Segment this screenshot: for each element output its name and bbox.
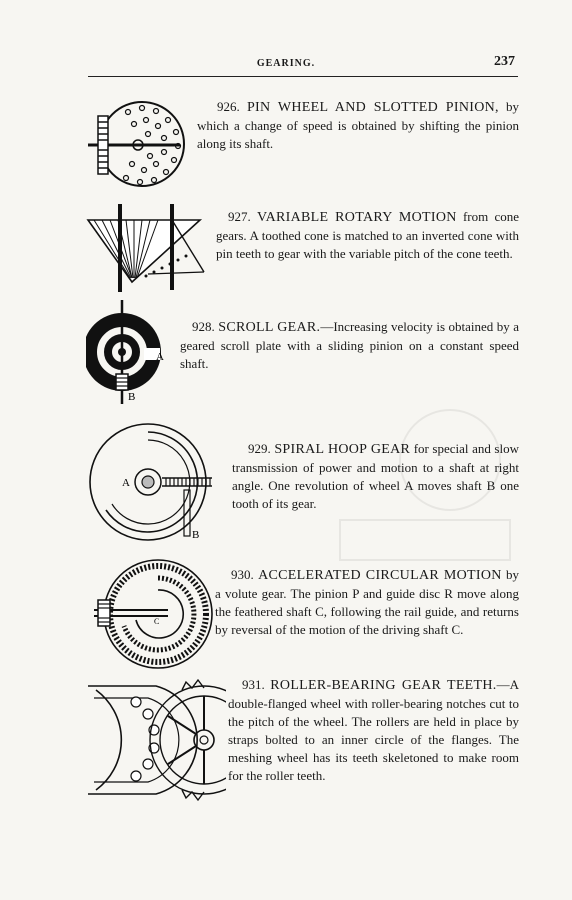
fig928-label-b: B [128, 391, 136, 403]
entry-929-title: SPIRAL HOOP GEAR [274, 442, 411, 457]
figure-929-spiral-hoop-gear [88, 418, 218, 544]
page-number: 237 [494, 54, 515, 69]
figure-927-cone-gears [84, 202, 212, 292]
running-header: GEARING. [256, 58, 316, 69]
entry-928 [180, 318, 519, 373]
entry-930-body: by a volute gear. The pinion P and guide disc R move along the feathered shaft C, following the rail guide, and returns by reversal of the motion of the driving shaft C. [215, 567, 519, 637]
entry-926 [197, 98, 519, 153]
entry-931-body: —A double-flanged wheel with roller-bearing notches cut to the pitch of the wheel. The rollers are held in place by straps bolted to an inner circle of the flanges. The meshing wheel has its teeth skeletoned to make room for the roller teeth. [228, 677, 519, 783]
entry-926-title: PIN WHEEL AND SLOTTED PINION, [246, 100, 499, 115]
entry-930 [215, 566, 519, 639]
fig929-label-b: B [192, 529, 200, 541]
fig929-label-a: A [122, 477, 130, 489]
entry-931-title: ROLLER-BEARING GEAR TEETH. [270, 678, 497, 693]
entry-927-body: from cone gears. A toothed cone is matched to an inverted cone with pin teeth to gear with the variable pitch of the cone teeth. [216, 209, 520, 261]
entry-928-title: SCROLL GEAR. [218, 320, 321, 335]
entry-929-number: 929. [248, 441, 271, 456]
entry-926-number: 926. [217, 99, 240, 114]
figure-928-scroll-gear [86, 296, 176, 408]
figure-930-volute-gear [84, 558, 214, 670]
entry-929-body: for special and slow transmission of power and motion to a shaft at right angle. One revolution of wheel A moves shaft B one tooth of its gear. [232, 441, 519, 511]
figure-931-roller-bearing-gear [86, 676, 226, 804]
entry-927-number: 927. [228, 209, 251, 224]
entry-926-body: by which a change of speed is obtained by shifting the pinion along its shaft. [197, 99, 520, 151]
entry-930-title: ACCELERATED CIRCULAR MOTION [258, 568, 502, 583]
entry-931 [228, 676, 519, 785]
entry-930-number: 930. [231, 567, 254, 582]
fig930-label-c: C [154, 617, 160, 626]
entry-927-title: VARIABLE ROTARY MOTION [257, 210, 457, 225]
entry-929 [232, 440, 519, 513]
entry-928-body: —Increasing velocity is obtained by a geared scroll plate with a sliding pinion on a constant speed shaft. [180, 319, 519, 371]
entry-927 [216, 208, 519, 263]
entry-931-number: 931. [242, 677, 265, 692]
entry-928-number: 928. [192, 319, 215, 334]
header-rule [88, 76, 518, 77]
figure-926-pin-wheel [84, 98, 194, 188]
fig928-label-a: A [156, 351, 164, 363]
